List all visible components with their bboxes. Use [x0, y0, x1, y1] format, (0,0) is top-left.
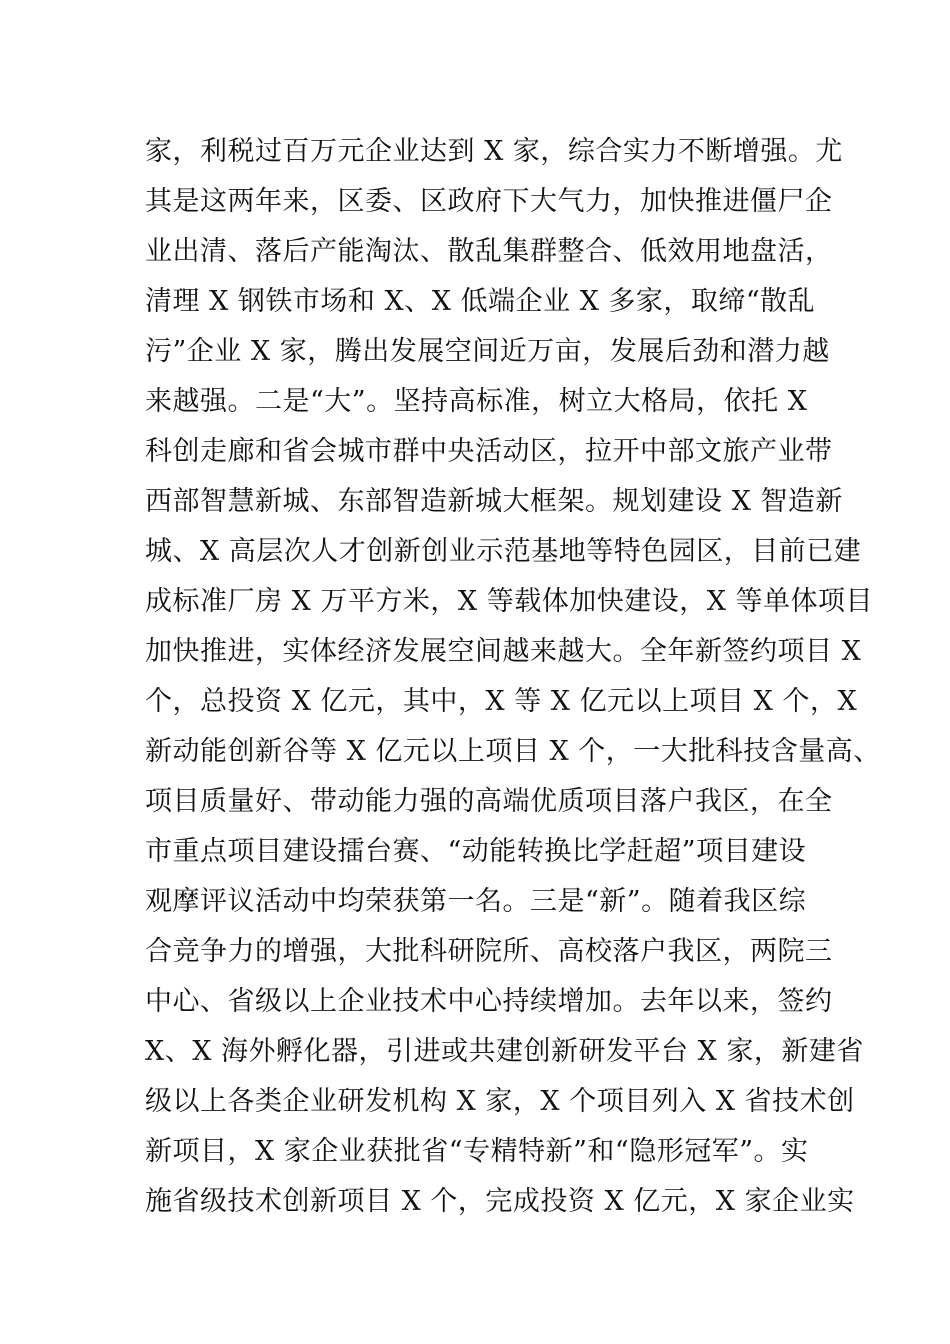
text-line: 观摩评议活动中均荣获第一名。三是“新”。随着我区综 [145, 886, 807, 917]
text-line: 新项目，X 家企业获批省“专精特新”和“隐形冠军”。实 [145, 1136, 809, 1167]
text-line: 西部智慧新城、东部智造新城大框架。规划建设 X 智造新 [145, 486, 843, 517]
text-line: 清理 X 钢铁市场和 X、X 低端企业 X 多家，取缔“散乱 [145, 286, 816, 317]
text-line: 中心、省级以上企业技术中心持续增加。去年以来，签约 [145, 986, 833, 1017]
text-line: 科创走廊和省会城市群中央活动区，拉开中部文旅产业带 [145, 436, 833, 467]
text-line: 合竞争力的增强，大批科研院所、高校落户我区，两院三 [145, 936, 833, 967]
text-line: 其是这两年来，区委、区政府下大气力，加快推进僵尸企 [145, 186, 833, 217]
text-line: 施省级技术创新项目 X 个，完成投资 X 亿元，X 家企业实 [145, 1186, 855, 1217]
text-line: 个，总投资 X 亿元，其中，X 等 X 亿元以上项目 X 个，X [145, 686, 858, 717]
body-text [145, 127, 881, 1227]
text-line: 业出清、落后产能淘汰、散乱集群整合、低效用地盘活， [145, 236, 833, 267]
text-line: 市重点项目建设擂台赛、“动能转换比学赶超”项目建设 [145, 836, 807, 867]
text-line: 级以上各类企业研发机构 X 家，X 个项目列入 X 省技术创 [145, 1086, 855, 1117]
text-line: 来越强。二是“大”。坚持高标准，树立大格局，依托 X [145, 386, 808, 417]
text-line: X、X 海外孵化器，引进或共建创新研发平台 X 家，新建省 [145, 1036, 864, 1067]
text-line: 加快推进，实体经济发展空间越来越大。全年新签约项目 X [145, 636, 862, 667]
text-line: 新动能创新谷等 X 亿元以上项目 X 个，一大批科技含量高、 [145, 736, 881, 767]
text-line: 城、X 高层次人才创新创业示范基地等特色园区，目前已建 [145, 536, 862, 567]
text-line: 家，利税过百万元企业达到 X 家，综合实力不断增强。尤 [145, 136, 843, 167]
text-line: 成标准厂房 X 万平方米，X 等载体加快建设，X 等单体项目 [145, 586, 873, 617]
text-line: 项目质量好、带动能力强的高端优质项目落户我区，在全 [145, 786, 833, 817]
text-line: 污”企业 X 家，腾出发展空间近万亩，发展后劲和潜力越 [145, 336, 830, 367]
